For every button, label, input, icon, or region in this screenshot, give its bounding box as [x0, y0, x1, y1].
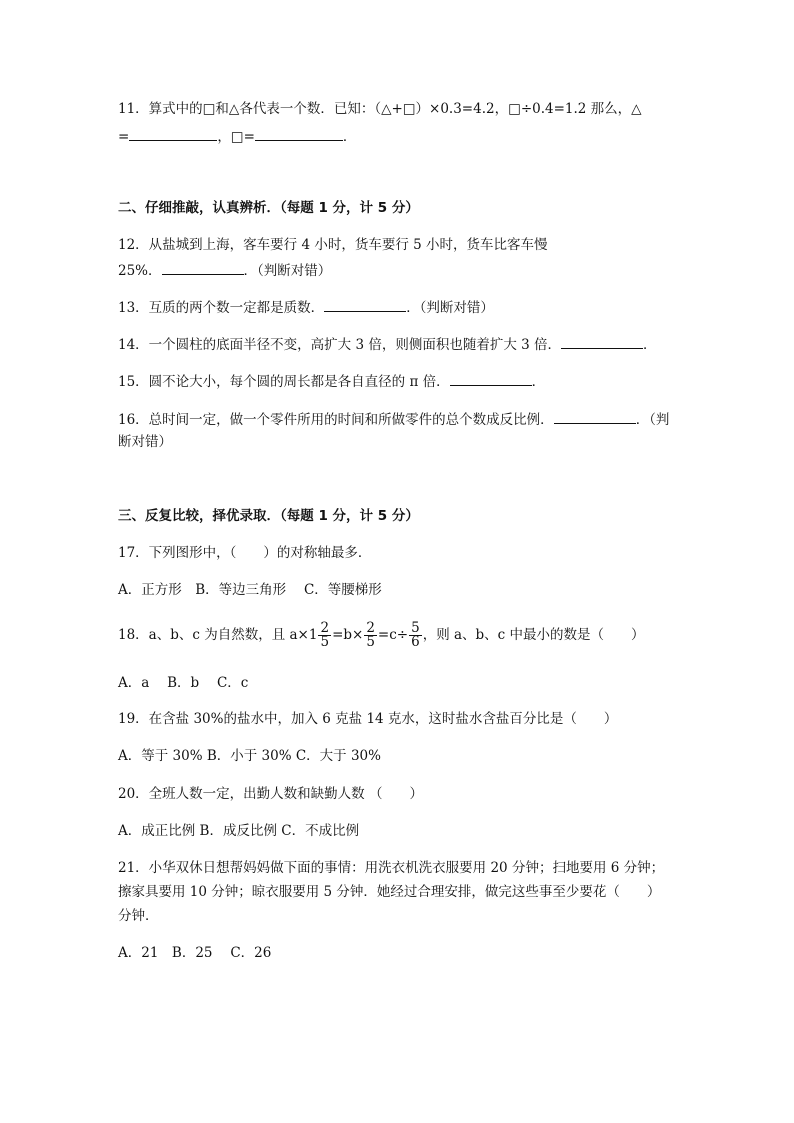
q13-line: 13．互质的两个数一定都是质数． ．（判断对错）	[118, 297, 494, 317]
q16-answer-blank[interactable]	[554, 409, 636, 424]
q17-stem: 17．下列图形中，（ ）的对称轴最多．	[118, 545, 372, 561]
q18-fraction-3: $\frac{5}{6}$	[411, 620, 420, 650]
q17-options: A．正方形 B．等边三角形 C．等腰梯形	[118, 582, 382, 598]
q21-options: A．21 B．25 C．26	[118, 945, 272, 961]
q19-stem: 19．在含盐 30%的盐水中，加入 6 克盐 14 克水，这时盐水含盐百分比是（ ）	[118, 711, 618, 727]
q11-blank-square[interactable]	[255, 126, 343, 141]
q16-line1: 16．总时间一定，做一个零件所用的时间和所做零件的总个数成反比例． ．（判	[118, 409, 669, 429]
q12-answer-blank[interactable]	[162, 260, 244, 275]
q18-stem: 18．a、b、c 为自然数，且 a×1 $\frac{2}{5}$ =b× $\frac{2}{5}$ =c÷ $\frac{5}{6}$ ，则 a、b、c 中最小的数是（ ）	[118, 620, 645, 650]
section2-heading: 二、仔细推敲，认真辨析．（每题 1 分，计 5 分）	[118, 200, 419, 216]
q11-line1	[118, 100, 642, 118]
q11-line2: = ，□= ．	[118, 126, 356, 146]
q14-line: 14．一个圆柱的底面半径不变，高扩大 3 倍，则侧面积也随着扩大 3 倍． ．	[118, 334, 657, 354]
q15-answer-blank[interactable]	[450, 371, 532, 386]
q20-stem: 20．全班人数一定，出勤人数和缺勤人数 （ ）	[118, 786, 423, 802]
q20-options: A．成正比例 B．成反比例 C．不成比例	[118, 823, 360, 839]
q21-line2: 擦家具要用 10 分钟；晾衣服要用 5 分钟．她经过合理安排，做完这些事至少要花（ ）	[118, 884, 661, 900]
q18-options: A．a B．b C．c	[118, 675, 249, 691]
q18-fraction-2: $\frac{2}{5}$	[366, 620, 375, 650]
q21-line1: 21．小华双休日想帮妈妈做下面的事情：用洗衣机洗衣服要用 20 分钟；扫地要用 6 分钟；	[118, 860, 665, 876]
q18-fraction-1: $\frac{2}{5}$	[320, 620, 330, 650]
q12-line1: 12．从盐城到上海，客车要行 4 小时，货车要行 5 小时，货车比客车慢	[118, 237, 548, 253]
q13-answer-blank[interactable]	[324, 297, 406, 312]
q15-line: 15．圆不论大小，每个圆的周长都是各自直径的 π 倍． ．	[118, 371, 545, 391]
q19-options: A．等于 30% B．小于 30% C．大于 30%	[118, 748, 381, 764]
q12-line2: 25%． ．（判断对错）	[118, 260, 331, 280]
q11-text-1: 11．算式中的□和△各代表一个数．已知：（△+□）×0.3=4.2，□÷0.4=1.2 那么，△	[118, 101, 642, 117]
section3-heading: 三、反复比较，择优录取．（每题 1 分，计 5 分）	[118, 508, 419, 524]
q16-line2: 断对错）	[118, 434, 172, 450]
q14-answer-blank[interactable]	[561, 334, 643, 349]
q21-line3: 分钟．	[118, 908, 159, 924]
q11-blank-triangle[interactable]	[129, 126, 217, 141]
